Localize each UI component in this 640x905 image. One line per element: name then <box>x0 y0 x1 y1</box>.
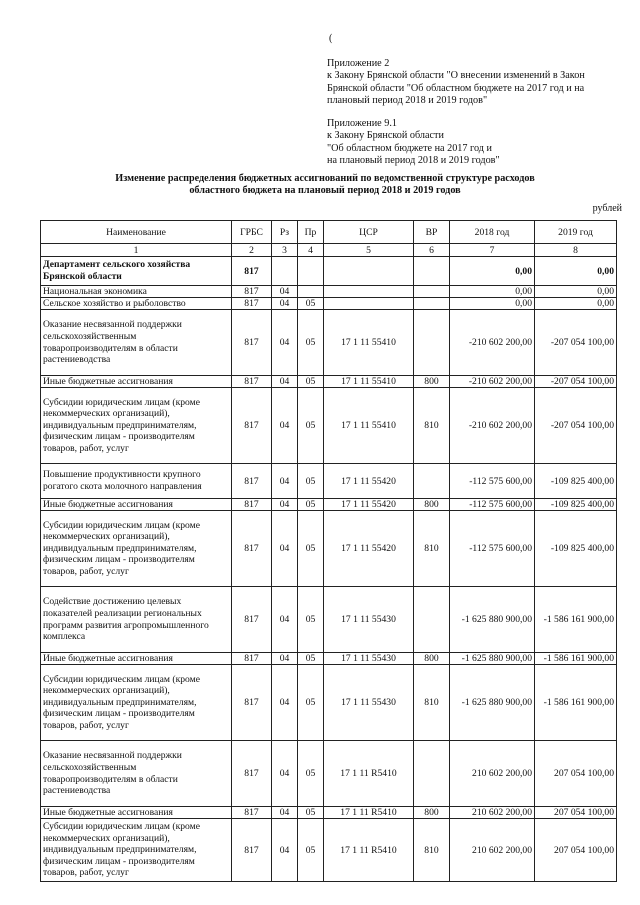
budget-table <box>40 220 617 882</box>
cell-2018: -210 602 200,00 <box>450 388 535 464</box>
cell-2019: -1 586 161 900,00 <box>535 653 617 665</box>
cell-name: Иные бюджетные ассигнования <box>41 807 232 819</box>
table-row <box>41 257 617 286</box>
cell-csr: 17 1 11 R5410 <box>324 807 414 819</box>
cell-csr: 17 1 11 55430 <box>324 587 414 653</box>
cell-2018: 210 602 200,00 <box>450 741 535 807</box>
cell-grbs: 817 <box>232 807 272 819</box>
cell-pr: 05 <box>298 464 324 499</box>
cell-csr: 17 1 11 55420 <box>324 464 414 499</box>
appendix-2-line: к Закону Брянской области "О внесении изменений в Закон <box>327 70 585 82</box>
cell-vr <box>414 464 450 499</box>
cell-2019: -109 825 400,00 <box>535 499 617 511</box>
cell-pr: 05 <box>298 819 324 882</box>
title-line-1: Изменение распределения бюджетных ассигнований по ведомственной структуре расходов <box>115 173 535 184</box>
cell-name: Субсидии юридическим лицам (кроме некоммерческих организаций), индивидуальным предпринимателям, физическим лицам - производителям товаров, работ, услуг <box>41 511 232 587</box>
currency-unit: рублей <box>592 203 622 214</box>
cell-2019: -109 825 400,00 <box>535 464 617 499</box>
cell-name: Субсидии юридическим лицам (кроме некоммерческих организаций), индивидуальным предпринимателям, физическим лицам - производителям товаров, работ, услуг <box>41 665 232 741</box>
cell-vr: 810 <box>414 819 450 882</box>
cell-2019: -207 054 100,00 <box>535 310 617 376</box>
cell-vr: 800 <box>414 807 450 819</box>
cell-pr: 05 <box>298 388 324 464</box>
appendix-2-line: плановый период 2018 и 2019 годов" <box>327 95 488 107</box>
cell-grbs: 817 <box>232 376 272 388</box>
cell-csr: 17 1 11 55420 <box>324 499 414 511</box>
cell-name: Субсидии юридическим лицам (кроме некоммерческих организаций), индивидуальным предпринимателям, физическим лицам - производителям товаров, работ, услуг <box>41 819 232 882</box>
cell-name: Субсидии юридическим лицам (кроме некоммерческих организаций), индивидуальным предпринимателям, физическим лицам - производителям товаров, работ, услуг <box>41 388 232 464</box>
column-number: 2 <box>232 244 272 257</box>
column-number: 1 <box>41 244 232 257</box>
cell-2018: -112 575 600,00 <box>450 499 535 511</box>
header-2018: 2018 год <box>450 221 535 244</box>
cell-name: Иные бюджетные ассигнования <box>41 499 232 511</box>
cell-grbs: 817 <box>232 298 272 310</box>
cell-rz: 04 <box>272 376 298 388</box>
cell-2019: 207 054 100,00 <box>535 807 617 819</box>
column-number: 4 <box>298 244 324 257</box>
cell-2019: 0,00 <box>535 298 617 310</box>
cell-vr <box>414 741 450 807</box>
cell-grbs: 817 <box>232 665 272 741</box>
cell-2018: -112 575 600,00 <box>450 511 535 587</box>
cell-rz: 04 <box>272 286 298 298</box>
header-grbs: ГРБС <box>232 221 272 244</box>
cell-pr: 05 <box>298 587 324 653</box>
cell-pr: 05 <box>298 298 324 310</box>
table-row <box>41 464 617 499</box>
header-pr: Пр <box>298 221 324 244</box>
table-row <box>41 286 617 298</box>
cell-vr: 810 <box>414 388 450 464</box>
cell-2018: -112 575 600,00 <box>450 464 535 499</box>
cell-rz: 04 <box>272 298 298 310</box>
cell-2019: 207 054 100,00 <box>535 819 617 882</box>
appendix-2-header <box>327 58 627 108</box>
cell-grbs: 817 <box>232 653 272 665</box>
table-row <box>41 741 617 807</box>
cell-grbs: 817 <box>232 819 272 882</box>
cell-pr: 05 <box>298 653 324 665</box>
header-vr: ВР <box>414 221 450 244</box>
cell-name: Повышение продуктивности крупного рогатого скота молочного направления <box>41 464 232 499</box>
table-row <box>41 587 617 653</box>
cell-2018: 210 602 200,00 <box>450 807 535 819</box>
cell-rz <box>272 257 298 286</box>
cell-rz: 04 <box>272 819 298 882</box>
cell-csr <box>324 257 414 286</box>
cell-name: Оказание несвязанной поддержки сельскохозяйственным товаропроизводителям в области растениеводства <box>41 741 232 807</box>
cell-csr: 17 1 11 55410 <box>324 376 414 388</box>
table-row <box>41 310 617 376</box>
cell-2018: -1 625 880 900,00 <box>450 665 535 741</box>
appendix-9-1-line: Приложение 9.1 <box>327 118 397 129</box>
cell-rz: 04 <box>272 741 298 807</box>
cell-vr: 810 <box>414 665 450 741</box>
cell-grbs: 817 <box>232 464 272 499</box>
column-number: 3 <box>272 244 298 257</box>
table-row <box>41 665 617 741</box>
cell-csr: 17 1 11 55410 <box>324 310 414 376</box>
cell-rz: 04 <box>272 499 298 511</box>
cell-name: Департамент сельского хозяйства Брянской области <box>41 257 232 286</box>
cell-grbs: 817 <box>232 499 272 511</box>
appendix-9-1-line: к Закону Брянской области <box>327 130 444 142</box>
cell-2018: 0,00 <box>450 257 535 286</box>
cell-pr: 05 <box>298 511 324 587</box>
header-rz: Рз <box>272 221 298 244</box>
cell-rz: 04 <box>272 587 298 653</box>
cell-grbs: 817 <box>232 310 272 376</box>
table-body <box>41 257 617 882</box>
column-number: 6 <box>414 244 450 257</box>
cell-2019: -207 054 100,00 <box>535 388 617 464</box>
table-row <box>41 499 617 511</box>
cell-vr: 800 <box>414 653 450 665</box>
appendix-2-line: Брянской области "Об областном бюджете на 2017 год и на <box>327 82 585 94</box>
cell-vr <box>414 587 450 653</box>
table-row <box>41 376 617 388</box>
cell-pr <box>298 257 324 286</box>
cell-vr: 810 <box>414 511 450 587</box>
table-row <box>41 511 617 587</box>
cell-name: Сельское хозяйство и рыболовство <box>41 298 232 310</box>
appendix-9-1-header <box>327 118 627 168</box>
cell-name: Иные бюджетные ассигнования <box>41 376 232 388</box>
cell-pr: 05 <box>298 376 324 388</box>
cell-grbs: 817 <box>232 587 272 653</box>
cell-2019: -1 586 161 900,00 <box>535 587 617 653</box>
table-row <box>41 653 617 665</box>
cell-rz: 04 <box>272 807 298 819</box>
cell-2018: -1 625 880 900,00 <box>450 587 535 653</box>
cell-2018: -210 602 200,00 <box>450 310 535 376</box>
title-line-2: областного бюджета на плановый период 2018 и 2019 годов <box>189 185 461 197</box>
column-number-row <box>41 244 617 257</box>
appendix-9-1-line: на плановый период 2018 и 2019 годов" <box>327 155 500 167</box>
cell-2019: -1 586 161 900,00 <box>535 665 617 741</box>
appendix-2-line: Приложение 2 <box>327 58 390 69</box>
cell-pr <box>298 286 324 298</box>
cell-name: Национальная экономика <box>41 286 232 298</box>
cell-csr: 17 1 11 55420 <box>324 511 414 587</box>
cell-vr <box>414 298 450 310</box>
table-row <box>41 298 617 310</box>
cell-pr: 05 <box>298 807 324 819</box>
header-csr: ЦСР <box>324 221 414 244</box>
cell-2019: -109 825 400,00 <box>535 511 617 587</box>
cell-rz: 04 <box>272 464 298 499</box>
header-name: Наименование <box>41 221 232 244</box>
cell-csr: 17 1 11 R5410 <box>324 741 414 807</box>
column-number: 7 <box>450 244 535 257</box>
cell-csr: 17 1 11 55430 <box>324 653 414 665</box>
cell-name: Содействие достижению целевых показателей реализации региональных программ развития агропромышленного комплекса <box>41 587 232 653</box>
cell-2018: -210 602 200,00 <box>450 376 535 388</box>
table-row <box>41 388 617 464</box>
cell-grbs: 817 <box>232 741 272 807</box>
cell-grbs: 817 <box>232 388 272 464</box>
cell-grbs: 817 <box>232 257 272 286</box>
page-mark: ( <box>329 33 333 44</box>
cell-csr <box>324 286 414 298</box>
cell-pr: 05 <box>298 665 324 741</box>
table-row <box>41 807 617 819</box>
cell-2018: 0,00 <box>450 286 535 298</box>
cell-name: Оказание несвязанной поддержки сельскохозяйственным товаропроизводителям в области растениеводства <box>41 310 232 376</box>
cell-2019: 0,00 <box>535 286 617 298</box>
cell-pr: 05 <box>298 310 324 376</box>
cell-grbs: 817 <box>232 286 272 298</box>
cell-2019: 0,00 <box>535 257 617 286</box>
cell-2018: 0,00 <box>450 298 535 310</box>
cell-2019: 207 054 100,00 <box>535 741 617 807</box>
header-2019: 2019 год <box>535 221 617 244</box>
cell-pr: 05 <box>298 499 324 511</box>
cell-vr <box>414 257 450 286</box>
cell-vr: 800 <box>414 499 450 511</box>
cell-csr: 17 1 11 55410 <box>324 388 414 464</box>
cell-rz: 04 <box>272 511 298 587</box>
cell-rz: 04 <box>272 653 298 665</box>
cell-pr: 05 <box>298 741 324 807</box>
cell-2018: 210 602 200,00 <box>450 819 535 882</box>
cell-rz: 04 <box>272 388 298 464</box>
cell-csr: 17 1 11 55430 <box>324 665 414 741</box>
cell-grbs: 817 <box>232 511 272 587</box>
cell-csr <box>324 298 414 310</box>
cell-rz: 04 <box>272 310 298 376</box>
cell-2019: -207 054 100,00 <box>535 376 617 388</box>
column-number: 8 <box>535 244 617 257</box>
table-header-row <box>41 221 617 244</box>
cell-name: Иные бюджетные ассигнования <box>41 653 232 665</box>
cell-vr <box>414 310 450 376</box>
cell-vr: 800 <box>414 376 450 388</box>
appendix-9-1-line: "Об областном бюджете на 2017 год и <box>327 142 492 154</box>
cell-rz: 04 <box>272 665 298 741</box>
cell-csr: 17 1 11 R5410 <box>324 819 414 882</box>
document-title <box>40 173 610 198</box>
cell-vr <box>414 286 450 298</box>
table-row <box>41 819 617 882</box>
column-number: 5 <box>324 244 414 257</box>
cell-2018: -1 625 880 900,00 <box>450 653 535 665</box>
